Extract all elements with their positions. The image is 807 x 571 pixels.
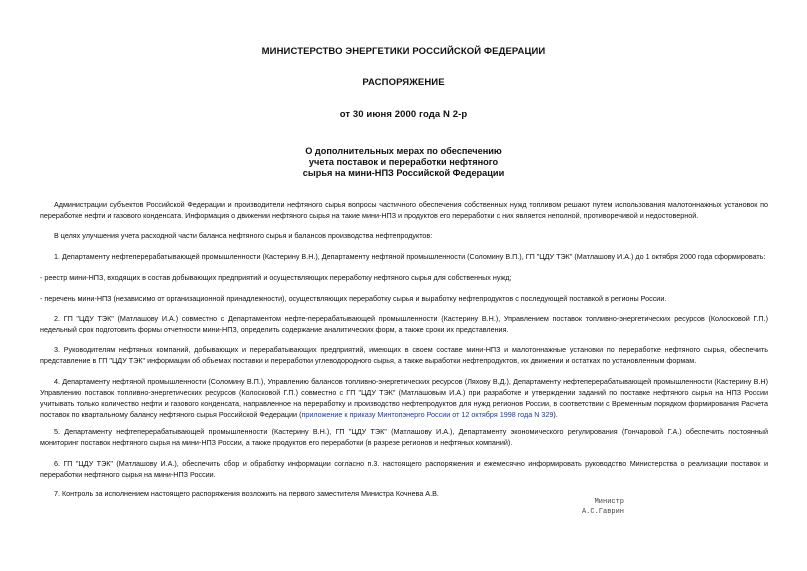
ministry-heading: МИНИСТЕРСТВО ЭНЕРГЕТИКИ РОССИЙСКОЙ ФЕДЕРАЦИИ xyxy=(261,46,546,57)
document-date-number: от 30 июня 2000 года N 2-р xyxy=(339,109,468,120)
paragraph-item-7: 7. Контроль за исполнением настоящего распоряжения возложить на первого заместителя Министра Кочнева А.В. xyxy=(54,489,439,498)
paragraph-item-3: 3. Руководителям нефтяных компаний, добывающих и перерабатывающих предприятий, имеющих в своем составе мини-НПЗ и малотоннажные установки по переработке нефтяного сырья, обеспечить представление в ГП "ЦДУ ТЭК" информации об объемах поставки и переработки углеводородного сырья, а также выработки нефтепродуктов, их движении и остатках по установленным формам. xyxy=(40,345,768,365)
paragraph-item-4 xyxy=(40,376,768,420)
paragraph-item-5: 5. Департаменту нефтеперерабатывающей промышленности (Кастерину В.Н.), ГП "ЦДУ ТЭК" (Матлашову И.А.), Департаменту экономического регулирования (Гончаровой Г.А.) обеспечить постоянный мониторинг поставок нефтяного сырья на мини-НПЗ России, а также продуктов его переработки (в разрезе регионов и нефтяных компаний). xyxy=(40,427,768,447)
paragraph-item-4-text: 4. Департаменту нефтяной промышленности (Соломину В.П.), Управлению балансов топливно-энергетических ресурсов (Ляхову В.Д.), Департаменту нефтеперерабатывающей промышленности (Кастерину В.Н) Управлению поставок топливно-энергетических ресурсов (Колосковой Г.П.) совместно с ГП "ЦДУ ТЭК" (Матлашовым И.А.) при разработке и утверждении заданий по поставке нефтяного сырья на НПЗ России учитывать только количество нефти и газового конденсата, направленное на переработку и производство нефтепродуктов для нужд регионов России, в соответствии с Временным порядком формирования Расчета поставок по квартальному балансу нефтяного сырья Российской Федерации ( xyxy=(40,377,768,419)
order-329-link[interactable]: приложение к приказу Минтопэнерго России от 12 октября 1998 года N 329 xyxy=(301,410,554,419)
paragraph-item-1: 1. Департаменту нефтеперерабатывающей промышленности (Кастерину В.Н.), Департаменту нефтяной промышленности (Соломину В.П.), ГП "ЦДУ ТЭК" (Матлашову И.А.) до 1 октября 2000 года сформировать: xyxy=(54,252,766,261)
paragraph-purpose: В целях улучшения учета расходной части баланса нефтяного сырья и балансов производства нефтепродуктов: xyxy=(54,231,433,240)
paragraph-item-1-list-b: - перечень мини-НПЗ (независимо от организационной принадлежности), осуществляющих переработку сырья и выработку нефтепродуктов с последующей поставкой в регионы России. xyxy=(40,294,667,303)
paragraph-item-2: 2. ГП "ЦДУ ТЭК" (Матлашову И.А.) совместно с Департаментом нефте-перерабатывающей промышленности (Кастерину В.Н.), Управлением поставок топливно-энергетических ресурсов (Колосковой Г.П.) недельный срок подготовить формы отчетности мини-НПЗ, определить содержание аналитических форм, а также сроки их представления. xyxy=(40,314,768,334)
document-title-line-2: учета поставок и переработки нефтяного xyxy=(308,157,499,167)
paragraph-item-4-end: ). xyxy=(553,410,558,419)
document-title-line-3: сырья на мини-НПЗ Российской Федерации xyxy=(302,168,505,178)
paragraph-item-6: 6. ГП "ЦДУ ТЭК" (Матлашову И.А.), обеспечить сбор и обработку информации согласно п.3. настоящего распоряжения и ежемесячно информировать руководство Министерства о реализации поставок и переработки нефтяного сырья на мини-НПЗ России. xyxy=(40,459,768,479)
paragraph-item-1-list-a: - реестр мини-НПЗ, входящих в состав добывающих предприятий и осуществляющих переработку нефтяного сырья для собственных нужд; xyxy=(40,273,512,282)
signature-position: Министр xyxy=(594,498,624,506)
document-type: РАСПОРЯЖЕНИЕ xyxy=(362,77,445,88)
paragraph-intro: Администрации субъектов Российской Федерации и производители нефтяного сырья вопросы частичного обеспечения собственных нужд топливом решают путем использования малотоннажных установок по переработке нефти и газового конденсата. Информация о движении нефтяного сырья на такие мини-НПЗ и продуктов его переработки с них является неполной, противоречивой и недостоверной. xyxy=(40,200,768,220)
document-title-line-1: О дополнительных мерах по обеспечению xyxy=(305,146,502,156)
signature-name: А.С.Гаврин xyxy=(581,508,624,516)
